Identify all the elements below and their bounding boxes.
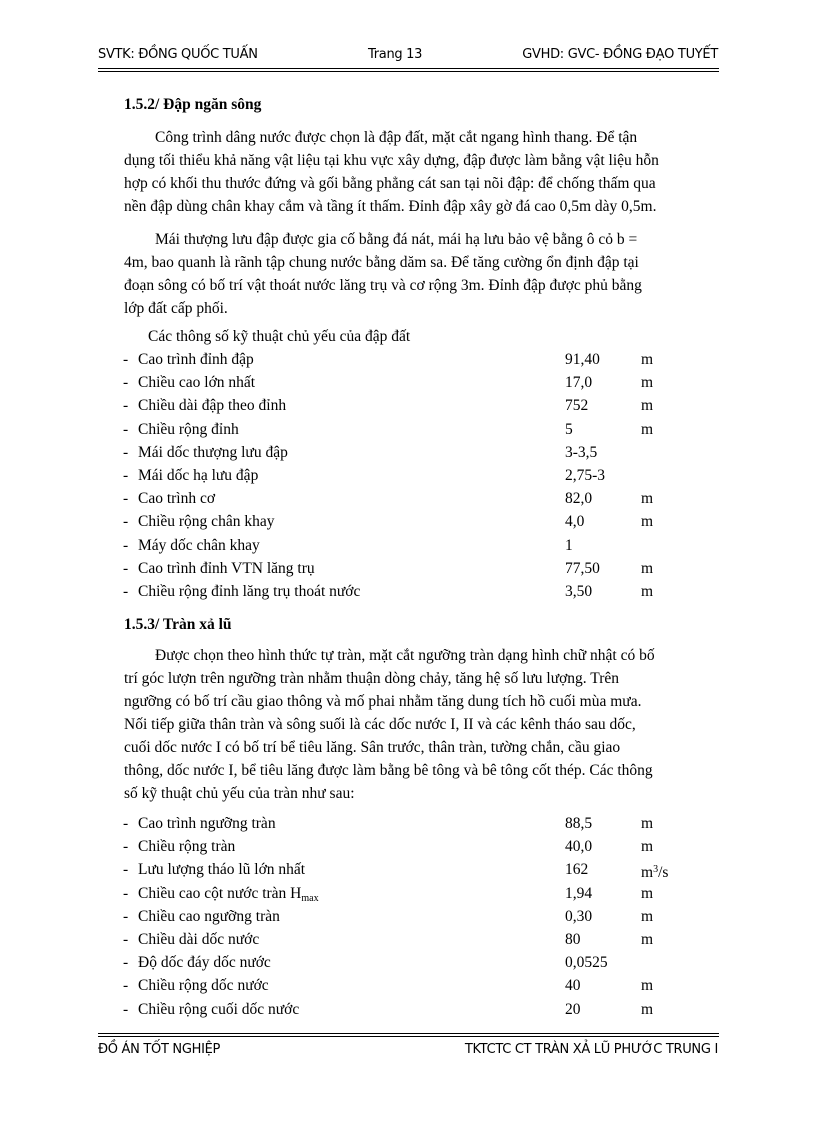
text-line: Công trình dâng nước được chọn là đập đất, mặt cắt ngang hình thang. Để tận	[155, 129, 638, 146]
spec-dash: -	[123, 443, 129, 461]
spec-name: Độ dốc đáy dốc nước	[138, 954, 271, 972]
text-line: thông, dốc nước I, bể tiêu lăng được làm bằng bê tông và bê tông cốt thép. Các thông	[124, 762, 653, 779]
spec-row	[123, 418, 683, 441]
section-heading-153: 1.5.3/ Tràn xả lũ	[124, 616, 232, 633]
spec-value: 77,50	[565, 559, 600, 577]
spec-dash: -	[123, 815, 129, 832]
spec-name: Chiều rộng chân khay	[138, 513, 275, 531]
text-line: đoạn sông có bố trí vật thoát nước lăng trụ và cơ rộng 3m. Đỉnh đập được phủ bằng	[124, 277, 642, 294]
spec-name: Mái dốc thượng lưu đập	[138, 443, 288, 461]
spec-name: Máy dốc chân khay	[138, 536, 260, 554]
spec-dash: -	[123, 884, 129, 902]
spec-name: Cao trình đỉnh VTN lăng trụ	[138, 559, 315, 577]
paragraph-152-1	[124, 126, 719, 218]
spec-dash: -	[123, 351, 129, 368]
spec-row	[123, 441, 683, 464]
spec-name: Cao trình ngưỡng tràn	[138, 815, 276, 832]
spec-dash: -	[123, 582, 129, 600]
spec-row	[123, 998, 683, 1021]
section-heading-152: 1.5.2/ Đập ngăn sông	[124, 96, 262, 113]
spec-name: Chiều cao lớn nhất	[138, 374, 256, 392]
spec-row	[123, 557, 683, 580]
spec-dash: -	[123, 930, 129, 948]
footer-project-type: ĐỒ ÁN TỐT NGHIỆP	[98, 1042, 221, 1057]
spec-dash: -	[123, 861, 129, 879]
spec-value: 40	[565, 977, 581, 995]
spec-name: Chiều rộng đỉnh lăng trụ thoát nước	[138, 582, 361, 600]
header-rule	[98, 68, 719, 72]
spec-name: Chiều rộng cuối dốc nước	[138, 1000, 300, 1018]
spec-row	[123, 510, 683, 533]
text-line: lớp đất cấp phối.	[124, 300, 228, 317]
spec-unit: m	[641, 582, 654, 600]
spec-value: 40,0	[565, 838, 593, 856]
spec-row	[123, 371, 683, 394]
spec-row	[123, 905, 683, 928]
spec-dash: -	[123, 466, 129, 484]
spec-value: 20	[565, 1000, 581, 1018]
unit-superscript: 3	[653, 864, 659, 876]
spec-name: Mái dốc hạ lưu đập	[138, 466, 259, 484]
unit-tail: /s	[658, 864, 669, 882]
dam-spec-list	[123, 348, 683, 603]
spec-value: 3,50	[565, 582, 593, 600]
spec-unit: m	[641, 977, 654, 995]
spec-dash: -	[123, 838, 129, 856]
text-line: ngưỡng có bố trí cầu giao thông và mố phai nhằm tăng dung tích hồ cuối mùa mưa.	[124, 693, 642, 710]
header-page-number: Trang 13	[368, 47, 423, 62]
spec-row	[123, 394, 683, 417]
spec-name: Lưu lượng tháo lũ lớn nhất	[138, 861, 306, 879]
spec-value: 162	[565, 861, 589, 879]
spec-value: 82,0	[565, 490, 593, 508]
spec-value: 0,0525	[565, 954, 608, 972]
spec-unit: m	[641, 884, 654, 902]
spec-row	[123, 882, 683, 905]
spec-row	[123, 835, 683, 858]
spec-value: 17,0	[565, 374, 593, 392]
spec-value: 5	[565, 420, 573, 438]
spec-row	[123, 348, 683, 371]
spec-name: Chiều rộng tràn	[138, 838, 236, 856]
text-line: nền đập dùng chân khay cắm và tầng ít thấm. Đỉnh đập xây gờ đá cao 0,5m dày 0,5m.	[124, 198, 657, 215]
footer-project-title: TKTCTC CT TRÀN XẢ LŨ PHƯỚC TRUNG I	[464, 1042, 718, 1057]
spillway-spec-list	[123, 812, 683, 1021]
spec-value: 1,94	[565, 884, 593, 902]
text-line: Được chọn theo hình thức tự tràn, mặt cắt ngưỡng tràn dạng hình chữ nhật có bố	[155, 647, 655, 664]
spec-unit: m	[641, 907, 654, 925]
spec-row	[123, 951, 683, 974]
spec-dash: -	[123, 907, 129, 925]
spec-row	[123, 487, 683, 510]
spec-row	[123, 534, 683, 557]
text-line: cuối dốc nước I có bố trí bể tiêu lăng. Sân trước, thân tràn, tường chắn, cầu giao	[124, 739, 621, 756]
spec-row	[123, 812, 683, 835]
spec-value: 91,40	[565, 351, 600, 368]
text-line: hợp có khối thu thước đứng và gối bằng phẳng cát san tại nõi đập: để chống thấm qua	[124, 175, 656, 192]
paragraph-153-1	[124, 644, 719, 805]
spec-dash: -	[123, 1000, 129, 1018]
spec-unit: m	[641, 815, 654, 832]
spec-unit: m	[641, 930, 654, 948]
paragraph-152-2	[124, 228, 719, 320]
spec-value: 0,30	[565, 907, 593, 925]
spec-row	[123, 858, 683, 881]
header-advisor: GVHD: GVC- ĐỒNG ĐẠO TUYẾT	[522, 47, 718, 62]
spec-name-subscript: max	[301, 892, 319, 904]
spec-name: Chiều dài đập theo đỉnh	[138, 397, 287, 415]
spec-unit: m	[641, 490, 654, 508]
page-footer	[98, 1042, 718, 1062]
spec-dash: -	[123, 977, 129, 995]
spec-row	[123, 464, 683, 487]
spec-unit: m	[641, 838, 654, 856]
spec-unit: m	[641, 513, 654, 531]
text-line: Mái thượng lưu đập được gia cố bằng đá nát, mái hạ lưu bảo vệ bằng ô cỏ b =	[155, 231, 638, 248]
header-student: SVTK: ĐỒNG QUỐC TUẤN	[98, 47, 258, 62]
spec-dash: -	[123, 536, 129, 554]
spec-name-base: Chiều cao cột nước tràn H	[138, 884, 302, 902]
spec-value: 80	[565, 930, 581, 948]
text-line: Nối tiếp giữa thân tràn và sông suối là các dốc nước I, II và các kênh tháo sau dốc,	[124, 716, 636, 733]
spec-dash: -	[123, 397, 129, 415]
footer-rule	[98, 1033, 719, 1037]
text-line: trí góc lượn trên ngưỡng tràn nhằm thuận dòng chảy, tăng hệ số lưu lượng. Trên	[124, 670, 619, 687]
spec-dash: -	[123, 420, 129, 438]
spec-row	[123, 974, 683, 997]
spec-name: Cao trình đỉnh đập	[138, 351, 254, 368]
spec-value: 88,5	[565, 815, 593, 832]
spec-dash: -	[123, 559, 129, 577]
dam-spec-caption: Các thông số kỹ thuật chủ yếu của đập đất	[148, 328, 411, 345]
text-line: dụng tối thiểu khả năng vật liệu tại khu vực xây dựng, đập được làm bằng vật liệu hỗn	[124, 152, 659, 169]
spec-unit: m	[641, 374, 654, 392]
spec-name: Chiều rộng đỉnh	[138, 420, 239, 438]
spec-unit	[641, 858, 668, 884]
spec-dash: -	[123, 513, 129, 531]
page-header	[98, 47, 718, 67]
spec-unit: m	[641, 397, 654, 415]
spec-dash: -	[123, 374, 129, 392]
spec-value: 3-3,5	[565, 443, 598, 461]
spec-value: 1	[565, 536, 573, 554]
spec-dash: -	[123, 954, 129, 972]
spec-value: 752	[565, 397, 589, 415]
spec-name: Chiều rộng dốc nước	[138, 977, 269, 995]
spec-unit: m	[641, 420, 654, 438]
unit-base: m	[641, 864, 654, 882]
spec-row	[123, 928, 683, 951]
spec-name: Cao trình cơ	[138, 490, 216, 508]
spec-unit: m	[641, 1000, 654, 1018]
spec-name: Chiều cao ngưỡng tràn	[138, 907, 280, 925]
spec-unit: m	[641, 559, 654, 577]
spec-unit: m	[641, 351, 654, 368]
spec-name: Chiều dài dốc nước	[138, 930, 260, 948]
text-line: 4m, bao quanh là rãnh tập chung nước bằng dăm sa. Để tăng cường ổn định đập tại	[124, 254, 639, 271]
spec-dash: -	[123, 490, 129, 508]
text-line: số kỹ thuật chủ yếu của tràn như sau:	[124, 785, 355, 802]
spec-row	[123, 580, 683, 603]
spec-value: 4,0	[565, 513, 585, 531]
spec-value: 2,75-3	[565, 466, 606, 484]
